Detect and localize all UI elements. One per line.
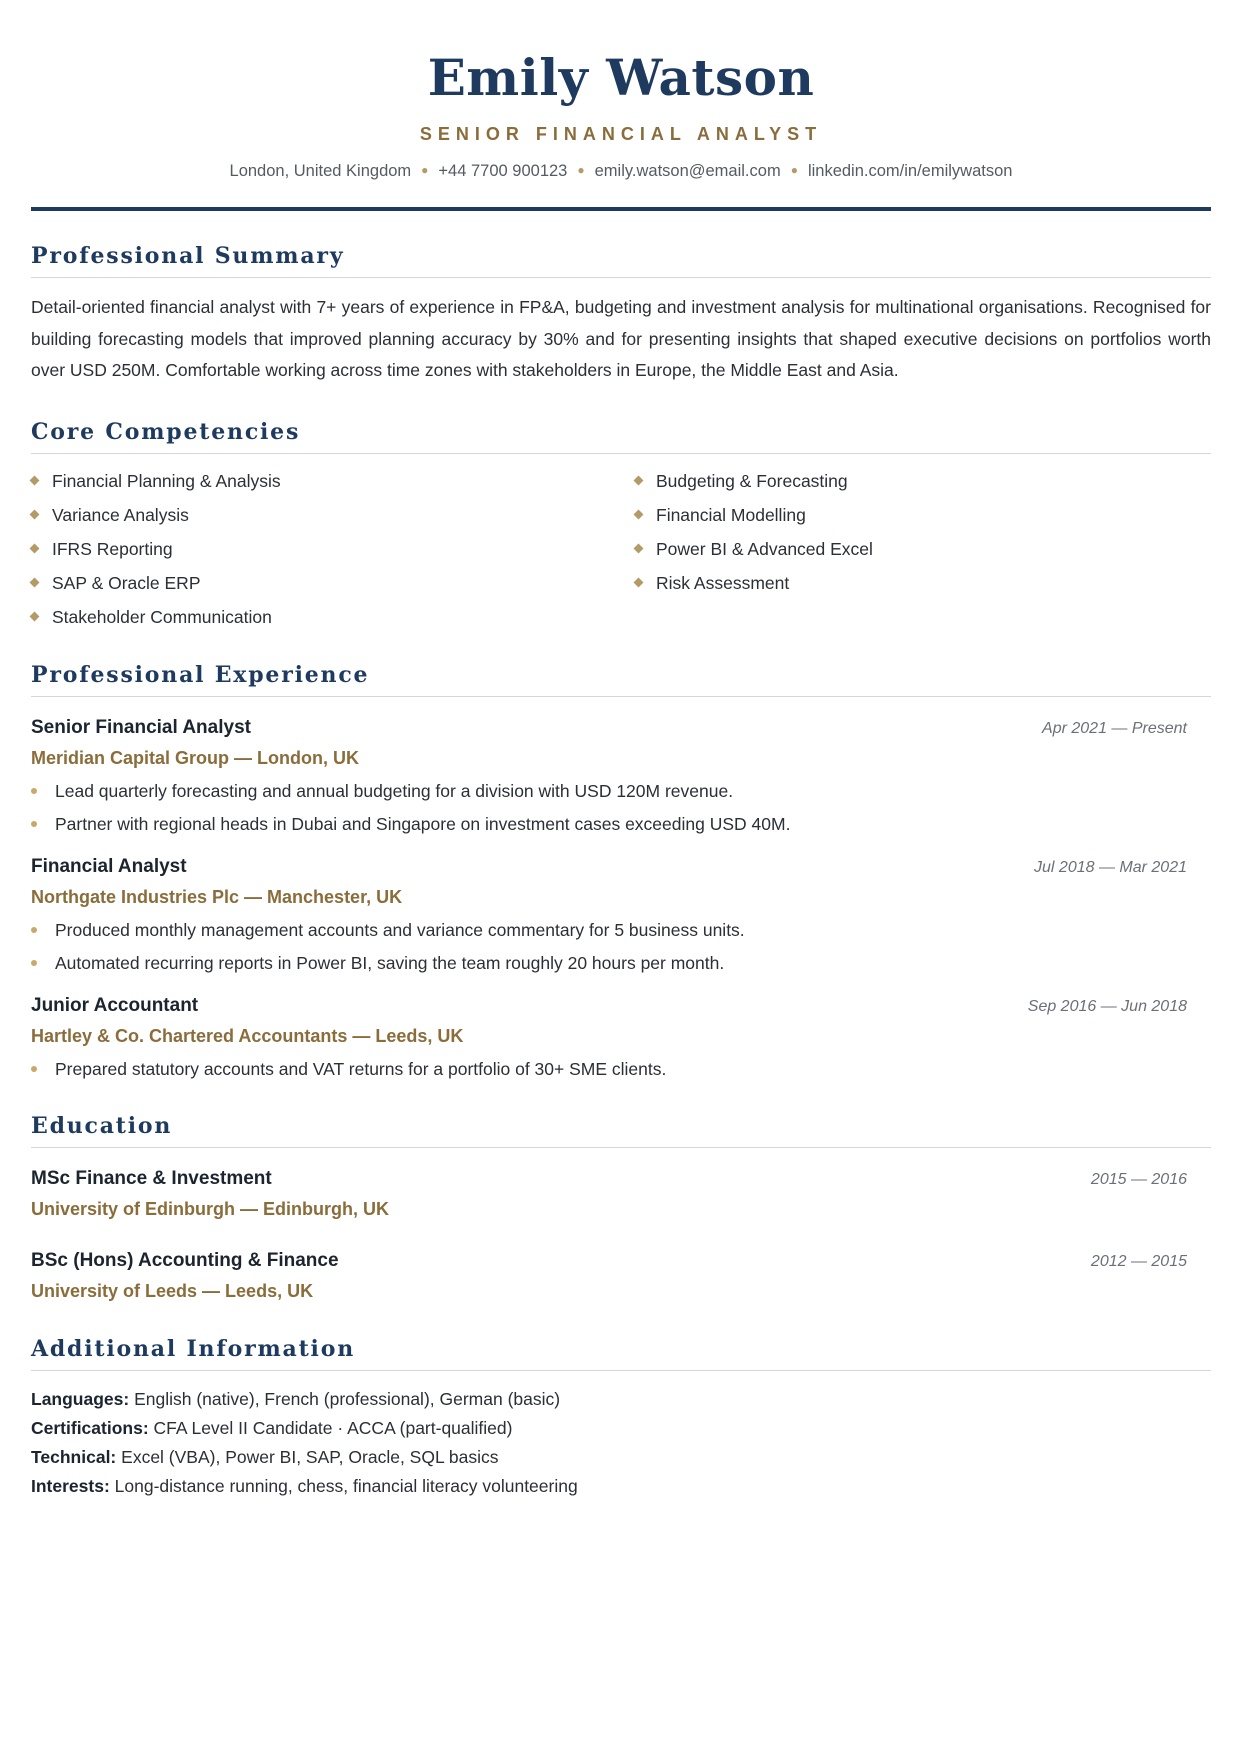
list-item: Produced monthly management accounts and variance commentary for 5 business units. [31,918,1211,942]
dot-bullet-icon [31,1066,37,1072]
contact-email: emily.watson@email.com [594,162,781,180]
resume-header [31,0,1211,211]
job-entry [31,715,1211,836]
competency-item: Stakeholder Communication [31,604,635,630]
candidate-name: Emily Watson [427,48,815,107]
dot-bullet-icon [31,788,37,794]
education-entry [31,1248,1211,1304]
summary-section [31,241,1211,387]
competencies-grid [31,468,1211,630]
resume-page [31,0,1211,1501]
job-entry [31,854,1211,975]
info-line: Certifications: CFA Level II Candidate · ACCA (part-qualified) [31,1417,513,1438]
list-item: Prepared statutory accounts and VAT returns for a portfolio of 30+ SME clients. [31,1057,1211,1081]
diamond-bullet-icon [30,612,40,622]
job-entry [31,993,1211,1081]
competency-item: Financial Modelling [635,502,1211,528]
job-date: Apr 2021 — Present [1042,719,1187,737]
dot-bullet-icon [31,927,37,933]
experience-section [31,660,1211,1081]
job-title: Financial Analyst [31,855,187,877]
education-entry [31,1166,1211,1222]
separator-dot-icon: ● [577,163,585,177]
school-name: University of Edinburgh — Edinburgh, UK [31,1198,389,1219]
degree-title: MSc Finance & Investment [31,1167,272,1189]
job-title: Senior Financial Analyst [31,716,251,738]
competency-item: IFRS Reporting [31,536,635,562]
diamond-bullet-icon [30,544,40,554]
list-item: Automated recurring reports in Power BI, saving the team roughly 20 hours per month. [31,951,1211,975]
job-bullets [31,1057,1211,1081]
section-heading: Core Competencies [31,417,1211,454]
contact-line [31,160,1211,183]
dot-bullet-icon [31,960,37,966]
competency-item: Budgeting & Forecasting [635,468,1211,494]
list-item: Partner with regional heads in Dubai and Singapore on investment cases exceeding USD 40M. [31,812,1211,836]
separator-dot-icon: ● [790,163,798,177]
section-heading: Professional Summary [31,241,1211,278]
separator-dot-icon: ● [421,163,429,177]
competency-item: SAP & Oracle ERP [31,570,635,596]
degree-title: BSc (Hons) Accounting & Finance [31,1249,339,1271]
school-name: University of Leeds — Leeds, UK [31,1280,314,1301]
list-item: Lead quarterly forecasting and annual budgeting for a division with USD 120M revenue. [31,779,1211,803]
diamond-bullet-icon [30,578,40,588]
competency-item: Power BI & Advanced Excel [635,536,1211,562]
candidate-title: SENIOR FINANCIAL ANALYST [419,124,823,144]
additional-info [31,1385,1211,1501]
header-divider [31,207,1211,211]
competency-item: Variance Analysis [31,502,635,528]
job-title: Junior Accountant [31,994,199,1016]
diamond-bullet-icon [634,544,644,554]
job-organisation: Hartley & Co. Chartered Accountants — Leeds, UK [31,1025,464,1046]
job-date: Jul 2018 — Mar 2021 [1034,858,1187,876]
section-heading: Additional Information [31,1334,1211,1371]
job-organisation: Meridian Capital Group — London, UK [31,747,359,768]
additional-section [31,1334,1211,1501]
section-heading: Education [31,1111,1211,1148]
job-organisation: Northgate Industries Plc — Manchester, UK [31,886,403,907]
section-heading: Professional Experience [31,660,1211,697]
education-date: 2015 — 2016 [1090,1170,1187,1188]
education-date: 2012 — 2015 [1090,1252,1187,1270]
diamond-bullet-icon [634,510,644,520]
diamond-bullet-icon [634,476,644,486]
contact-linkedin: linkedin.com/in/emilywatson [807,162,1013,180]
diamond-bullet-icon [30,510,40,520]
education-section [31,1111,1211,1304]
competencies-section [31,417,1211,630]
info-line: Technical: Excel (VBA), Power BI, SAP, Oracle, SQL basics [31,1446,499,1467]
contact-phone: +44 7700 900123 [438,162,568,180]
summary-text: Detail-oriented financial analyst with 7+ years of experience in FP&A, budgeting and investment analysis for multinational organisations. Recognised for building forecasting models that improved planning accuracy by 30% and for presenting insights that shaped executive decisions on portfolios worth over USD 250M. Comfortable working across time zones with stakeholders in Europe, the Middle East and Asia. [31,297,1211,380]
contact-location: London, United Kingdom [229,162,412,180]
diamond-bullet-icon [30,476,40,486]
job-bullets [31,918,1211,975]
competency-item: Financial Planning & Analysis [31,468,635,494]
competency-item: Risk Assessment [635,570,1211,596]
diamond-bullet-icon [634,578,644,588]
info-line: Languages: English (native), French (professional), German (basic) [31,1388,561,1409]
job-bullets [31,779,1211,836]
job-date: Sep 2016 — Jun 2018 [1027,997,1187,1015]
dot-bullet-icon [31,821,37,827]
info-line: Interests: Long-distance running, chess, financial literacy volunteering [31,1475,578,1496]
